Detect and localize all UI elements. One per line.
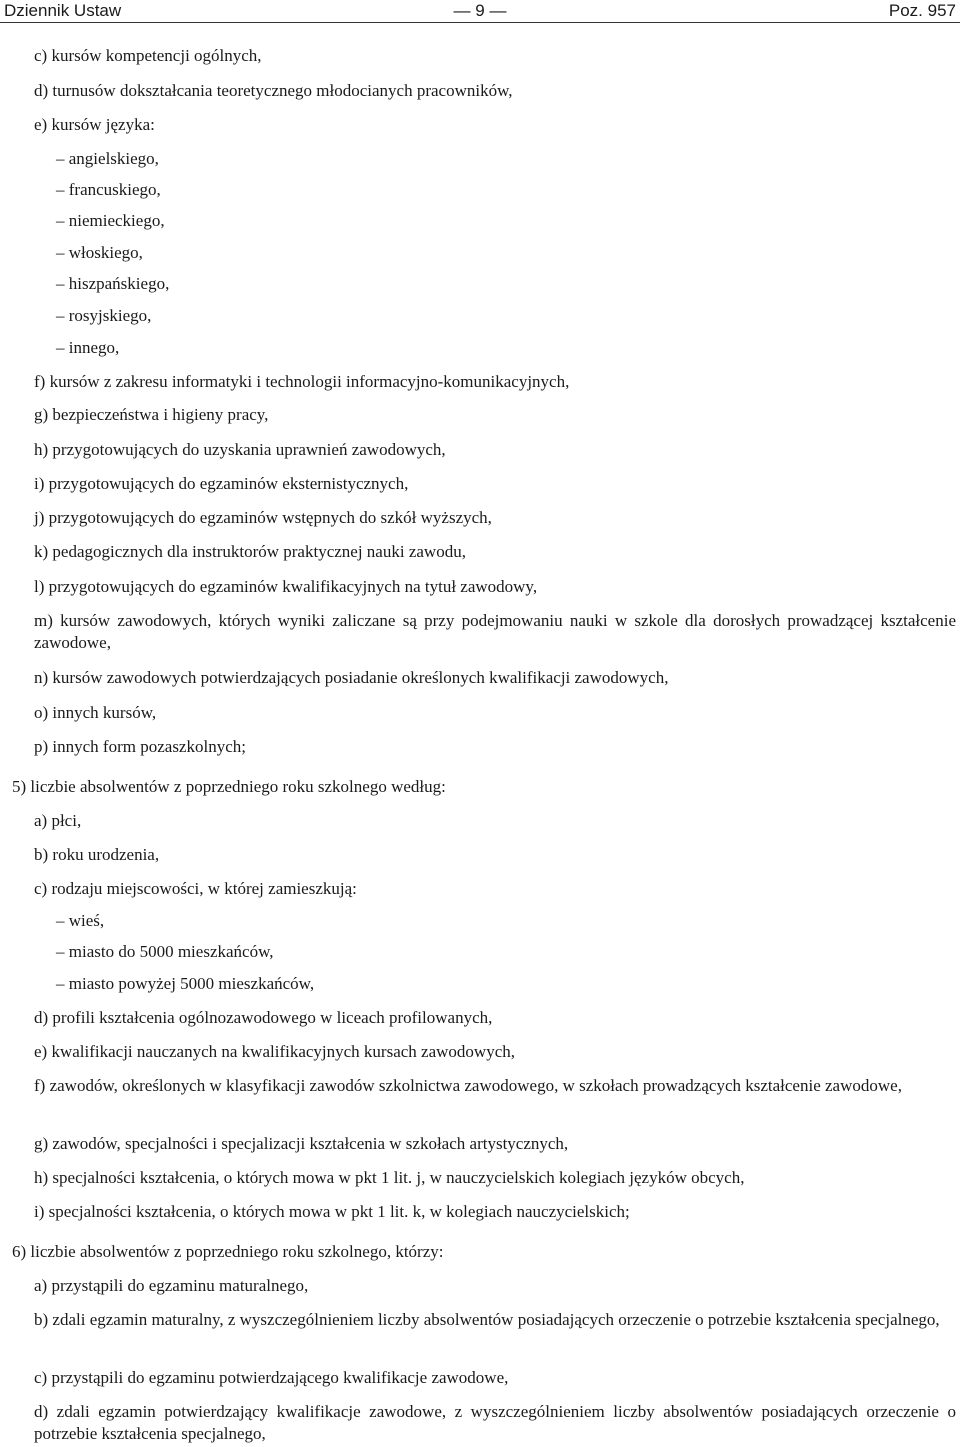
list-item: – miasto do 5000 mieszkańców, bbox=[56, 942, 274, 961]
list-item: – angielskiego, bbox=[56, 149, 159, 168]
list-item: o) innych kursów, bbox=[34, 703, 157, 722]
position-number: Poz. 957 bbox=[888, 1, 956, 20]
list-item: b) zdali egzamin maturalny, z wyszczególnieniem liczby absolwentów posiadających orzeczenie o potrzebie kształcenia specjalnego, bbox=[34, 1310, 940, 1329]
list-item: – niemieckiego, bbox=[56, 211, 165, 230]
list-item: a) przystąpili do egzaminu maturalnego, bbox=[34, 1276, 309, 1295]
list-item: d) turnusów dokształcania teoretycznego młodocianych pracowników, bbox=[34, 81, 513, 100]
list-item: – wieś, bbox=[56, 911, 105, 930]
list-item: l) przygotowujących do egzaminów kwalifikacyjnych na tytuł zawodowy, bbox=[34, 577, 538, 596]
list-item: d) zdali egzamin potwierdzający kwalifikacje zawodowe, z wyszczególnieniem liczby absolwentów posiadających orzeczenie o potrzebie kształcenia specjalnego, bbox=[34, 1402, 956, 1443]
list-item: g) bezpieczeństwa i higieny pracy, bbox=[34, 405, 269, 424]
header-rule bbox=[0, 22, 960, 23]
list-item: – miasto powyżej 5000 mieszkańców, bbox=[56, 974, 315, 993]
list-item: i) przygotowujących do egzaminów eksternistycznych, bbox=[34, 474, 409, 493]
page-header bbox=[0, 0, 960, 22]
list-item: p) innych form pozaszkolnych; bbox=[34, 737, 246, 756]
list-item: c) przystąpili do egzaminu potwierdzającego kwalifikacje zawodowe, bbox=[34, 1368, 509, 1387]
list-item: c) kursów kompetencji ogólnych, bbox=[34, 46, 262, 65]
list-item: h) przygotowujących do uzyskania uprawnień zawodowych, bbox=[34, 440, 446, 459]
section-heading: 5) liczbie absolwentów z poprzedniego roku szkolnego według: bbox=[12, 777, 446, 796]
list-item: j) przygotowujących do egzaminów wstępnych do szkół wyższych, bbox=[34, 508, 492, 527]
list-item: n) kursów zawodowych potwierdzających posiadanie określonych kwalifikacji zawodowych, bbox=[34, 668, 669, 687]
list-item: h) specjalności kształcenia, o których mowa w pkt 1 lit. j, w nauczycielskich kolegiach języków obcych, bbox=[34, 1168, 745, 1187]
list-item: e) kursów języka: bbox=[34, 115, 155, 134]
list-item: m) kursów zawodowych, których wyniki zaliczane są przy podejmowaniu nauki w szkole dla dorosłych prowadzącej kształcenie zawodowe, bbox=[34, 611, 956, 652]
list-item: d) profili kształcenia ogólnozawodowego w liceach profilowanych, bbox=[34, 1008, 493, 1027]
list-item: – włoskiego, bbox=[56, 243, 143, 262]
list-item: – rosyjskiego, bbox=[56, 306, 152, 325]
section-heading: 6) liczbie absolwentów z poprzedniego roku szkolnego, którzy: bbox=[12, 1242, 444, 1261]
list-item: b) roku urodzenia, bbox=[34, 845, 160, 864]
list-item: f) kursów z zakresu informatyki i technologii informacyjno-komunikacyjnych, bbox=[34, 372, 570, 391]
list-item: f) zawodów, określonych w klasyfikacji zawodów szkolnictwa zawodowego, w szkołach prowadzących kształcenie zawodowe, bbox=[34, 1076, 902, 1095]
list-item: – francuskiego, bbox=[56, 180, 161, 199]
list-item: – hiszpańskiego, bbox=[56, 274, 170, 293]
list-item: – innego, bbox=[56, 338, 120, 357]
list-item: a) płci, bbox=[34, 811, 82, 830]
list-item: c) rodzaju miejscowości, w której zamieszkują: bbox=[34, 879, 357, 898]
journal-title: Dziennik Ustaw bbox=[4, 1, 122, 20]
list-item: g) zawodów, specjalności i specjalizacji kształcenia w szkołach artystycznych, bbox=[34, 1134, 569, 1153]
list-item: e) kwalifikacji nauczanych na kwalifikacyjnych kursach zawodowych, bbox=[34, 1042, 515, 1061]
list-item: k) pedagogicznych dla instruktorów praktycznej nauki zawodu, bbox=[34, 542, 466, 561]
list-item: i) specjalności kształcenia, o których mowa w pkt 1 lit. k, w kolegiach nauczycielskich; bbox=[34, 1202, 630, 1221]
page-number: — 9 — bbox=[453, 1, 507, 20]
